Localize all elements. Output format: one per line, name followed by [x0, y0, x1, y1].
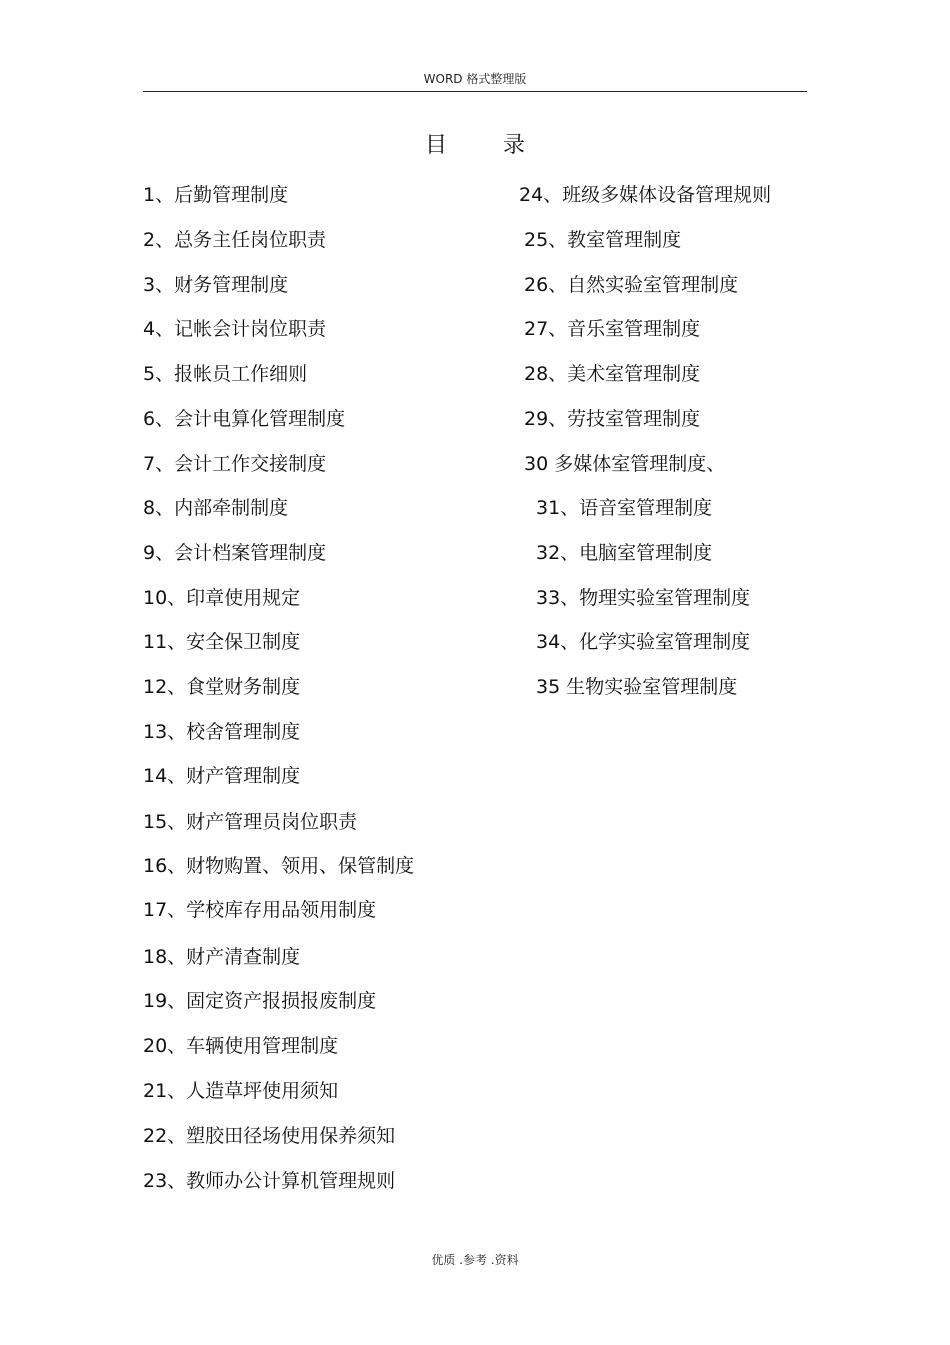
toc-item-32: 32、电脑室管理制度: [536, 542, 713, 564]
toc-item-8: 8、内部牵制制度: [143, 497, 289, 519]
toc-item-27: 27、音乐室管理制度: [524, 318, 701, 340]
toc-item-9: 9、会计档案管理制度: [143, 542, 327, 564]
toc-item-30: 30 多媒体室管理制度、: [524, 453, 726, 475]
toc-item-16: 16、财物购置、领用、保管制度: [143, 855, 415, 877]
toc-title: [0, 128, 950, 159]
page-footer: 优质 .参考 .资料: [431, 1253, 519, 1267]
toc-item-28: 28、美术室管理制度: [524, 363, 701, 385]
header-rule: [143, 91, 807, 92]
toc-item-25: 25、教室管理制度: [524, 229, 682, 251]
toc-item-5: 5、报帐员工作细则: [143, 363, 308, 385]
toc-item-35: 35 生物实验室管理制度: [536, 676, 738, 698]
toc-item-20: 20、车辆使用管理制度: [143, 1035, 339, 1057]
toc-item-2: 2、总务主任岗位职责: [143, 229, 327, 251]
toc-item-15: 15、财产管理员岗位职责: [143, 811, 358, 833]
toc-item-34: 34、化学实验室管理制度: [536, 631, 751, 653]
toc-item-1: 1、后勤管理制度: [143, 184, 289, 206]
toc-item-6: 6、会计电算化管理制度: [143, 408, 346, 430]
toc-item-24: 24、班级多媒体设备管理规则: [519, 184, 772, 206]
toc-title-char-1: 目: [424, 133, 447, 158]
page-header: WORD 格式整理版: [423, 72, 527, 86]
toc-item-29: 29、劳技室管理制度: [524, 408, 701, 430]
toc-item-13: 13、校舍管理制度: [143, 721, 301, 743]
toc-item-12: 12、食堂财务制度: [143, 676, 301, 698]
toc-item-22: 22、塑胶田径场使用保养须知: [143, 1125, 396, 1147]
toc-item-7: 7、会计工作交接制度: [143, 453, 327, 475]
toc-item-18: 18、财产清查制度: [143, 946, 301, 968]
toc-item-23: 23、教师办公计算机管理规则: [143, 1170, 396, 1192]
toc-item-4: 4、记帐会计岗位职责: [143, 318, 327, 340]
toc-item-10: 10、印章使用规定: [143, 587, 301, 609]
toc-item-3: 3、财务管理制度: [143, 274, 289, 296]
toc-item-33: 33、物理实验室管理制度: [536, 587, 751, 609]
toc-title-char-2: 录: [503, 133, 526, 158]
toc-item-17: 17、学校库存用品领用制度: [143, 899, 377, 921]
toc-item-11: 11、安全保卫制度: [143, 631, 301, 653]
toc-item-19: 19、固定资产报损报废制度: [143, 990, 377, 1012]
toc-item-21: 21、人造草坪使用须知: [143, 1080, 339, 1102]
toc-item-14: 14、财产管理制度: [143, 765, 301, 787]
toc-item-31: 31、语音室管理制度: [536, 497, 713, 519]
toc-item-26: 26、自然实验室管理制度: [524, 274, 739, 296]
